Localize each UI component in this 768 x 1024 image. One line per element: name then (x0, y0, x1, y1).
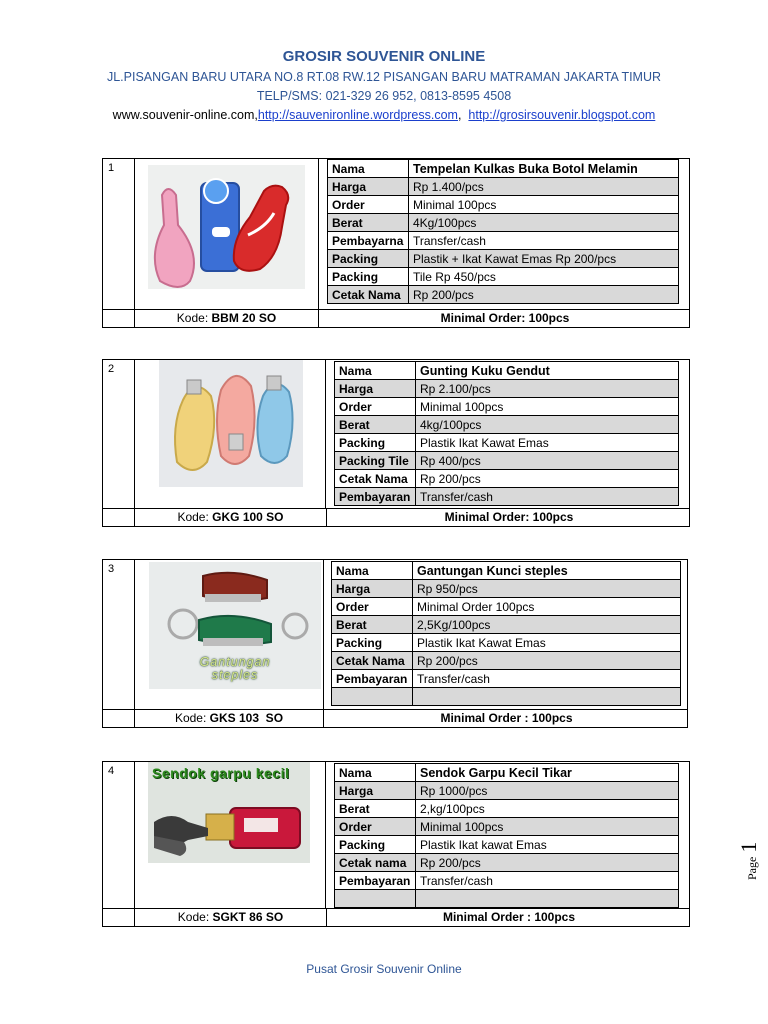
spec-row (332, 670, 681, 688)
spec-key: Pembayaran (332, 670, 413, 688)
product-photo (148, 762, 310, 863)
spec-row (335, 836, 679, 854)
spec-value: Minimal 100pcs (416, 398, 679, 416)
image-caption-line-1: Gantungan (199, 655, 271, 669)
spec-key: Nama (328, 160, 409, 178)
spec-value: Rp 1.400/pcs (409, 178, 679, 196)
spec-key: Harga (328, 178, 409, 196)
spec-row (332, 616, 681, 634)
kode-row (102, 508, 690, 527)
product-photo (148, 165, 305, 289)
page-number: 1 (736, 841, 761, 853)
spec-key: Berat (335, 416, 416, 434)
spec-key (335, 890, 416, 908)
spec-row (335, 800, 679, 818)
kode-row (102, 908, 690, 927)
spec-table (334, 763, 679, 908)
spec-value: Rp 2.100/pcs (416, 380, 679, 398)
spec-key: Cetak Nama (335, 470, 416, 488)
spec-value: Transfer/cash (416, 488, 679, 506)
spec-row (335, 782, 679, 800)
spec-key: Harga (335, 380, 416, 398)
spec-value: Transfer/cash (409, 232, 679, 250)
spec-row (328, 178, 679, 196)
spec-value: Tempelan Kulkas Buka Botol Melamin (409, 160, 679, 178)
image-caption-line-2: steples (211, 668, 259, 682)
spec-table (331, 561, 681, 706)
spec-value: Plastik Ikat kawat Emas (416, 836, 679, 854)
spec-row (332, 634, 681, 652)
spec-row (335, 488, 679, 506)
spec-key: Packing (328, 268, 409, 286)
kode-value: BBM 20 SO (211, 311, 277, 325)
spec-row (328, 268, 679, 286)
spec-row (335, 380, 679, 398)
spec-row (332, 580, 681, 598)
link-separator: , (457, 108, 469, 122)
spec-key: Order (335, 818, 416, 836)
spec-key: Nama (332, 562, 413, 580)
spec-value: Rp 400/pcs (416, 452, 679, 470)
spec-key: Pembayaran (335, 872, 416, 890)
item-number: 1 (108, 162, 115, 174)
spec-value: 4kg/100pcs (416, 416, 679, 434)
image-caption: Sendok garpu kecil (152, 765, 290, 781)
spec-key (332, 688, 413, 706)
spec-row (335, 362, 679, 380)
spec-value: Gantungan Kunci steples (413, 562, 681, 580)
spec-row (328, 160, 679, 178)
address-line: JL.PISANGAN BARU UTARA NO.8 RT.08 RW.12 PISANGAN BARU MATRAMAN JAKARTA TIMUR (106, 70, 662, 84)
page-indicator (736, 840, 761, 880)
spec-value: 4Kg/100pcs (409, 214, 679, 232)
spec-row (328, 250, 679, 268)
spec-row (328, 286, 679, 304)
kode-row (102, 709, 688, 728)
spec-value: Minimal Order 100pcs (413, 598, 681, 616)
spec-value: Rp 1000/pcs (416, 782, 679, 800)
spec-value: Plastik Ikat Kawat Emas (416, 434, 679, 452)
spec-row (335, 854, 679, 872)
minimal-order: Minimal Order : 100pcs (442, 910, 576, 924)
spec-value: Plastik Ikat Kawat Emas (413, 634, 681, 652)
spec-key: Nama (335, 764, 416, 782)
item-number: 4 (108, 765, 115, 777)
spec-key: Pembayarna (328, 232, 409, 250)
spec-value: Transfer/cash (416, 872, 679, 890)
blogspot-link[interactable]: http://grosirsouvenir.blogspot.com (468, 108, 656, 122)
spec-key: Order (332, 598, 413, 616)
spec-row (335, 890, 679, 908)
spec-key: Berat (335, 800, 416, 818)
spec-key: Order (328, 196, 409, 214)
spec-row (328, 232, 679, 250)
website-text: www.souvenir-online.com, (112, 108, 258, 122)
spec-key: Cetak nama (335, 854, 416, 872)
spec-key: Packing (335, 434, 416, 452)
web-line (0, 108, 768, 122)
minimal-order: Minimal Order : 100pcs (440, 711, 573, 725)
spec-key: Packing (328, 250, 409, 268)
spec-key: Order (335, 398, 416, 416)
spec-key: Packing (332, 634, 413, 652)
spec-value: Transfer/cash (413, 670, 681, 688)
spec-row (332, 598, 681, 616)
spec-value: Minimal 100pcs (416, 818, 679, 836)
spec-row (332, 652, 681, 670)
spec-row (335, 764, 679, 782)
spec-key: Cetak Nama (328, 286, 409, 304)
footer-text: Pusat Grosir Souvenir Online (306, 962, 462, 976)
document-title: GROSIR SOUVENIR ONLINE (282, 48, 486, 65)
item-number: 3 (108, 563, 115, 575)
page-label: Page (745, 856, 759, 880)
kode-value: SGKT 86 SO (212, 910, 284, 924)
spoon-fork-image (148, 762, 310, 863)
spec-row (335, 416, 679, 434)
spec-value: Rp 200/pcs (416, 470, 679, 488)
wordpress-link[interactable]: http://sauvenironline.wordpress.com (257, 108, 458, 122)
spec-value: Rp 200/pcs (409, 286, 679, 304)
kode-row (102, 309, 690, 328)
spec-key: Nama (335, 362, 416, 380)
kode-label: Kode: (177, 910, 213, 924)
bottle-opener-image (148, 165, 305, 289)
spec-value: 2,kg/100pcs (416, 800, 679, 818)
spec-table (327, 159, 679, 304)
spec-value: Rp 200/pcs (416, 854, 679, 872)
spec-key: Harga (332, 580, 413, 598)
spec-value (413, 688, 681, 706)
spec-value: Plastik + Ikat Kawat Emas Rp 200/pcs (409, 250, 679, 268)
kode-label: Kode: (176, 311, 212, 325)
spec-row (328, 196, 679, 214)
spec-key: Pembayaran (335, 488, 416, 506)
spec-row (335, 470, 679, 488)
minimal-order: Minimal Order: 100pcs (444, 510, 574, 524)
spec-row (335, 398, 679, 416)
spec-value: Gunting Kuku Gendut (416, 362, 679, 380)
product-photo (159, 360, 303, 487)
spec-table (334, 361, 679, 506)
spec-key: Berat (328, 214, 409, 232)
spec-value: Tile Rp 450/pcs (409, 268, 679, 286)
spec-key: Berat (332, 616, 413, 634)
nail-clipper-image (159, 360, 303, 487)
spec-value: Sendok Garpu Kecil Tikar (416, 764, 679, 782)
spec-key: Cetak Nama (332, 652, 413, 670)
kode-value: GKS 103 SO (209, 711, 284, 725)
spec-row (328, 214, 679, 232)
spec-value: Minimal 100pcs (409, 196, 679, 214)
item-number: 2 (108, 363, 115, 375)
product-photo (149, 562, 321, 689)
spec-value: Rp 200/pcs (413, 652, 681, 670)
kode-label: Kode: (177, 510, 213, 524)
spec-row (332, 562, 681, 580)
kode-label: Kode: (174, 711, 210, 725)
minimal-order: Minimal Order: 100pcs (440, 311, 570, 325)
phone-line: TELP/SMS: 021-329 26 952, 0813-8595 4508 (256, 89, 512, 103)
spec-row (335, 872, 679, 890)
spec-value: 2,5Kg/100pcs (413, 616, 681, 634)
spec-key: Harga (335, 782, 416, 800)
spec-row (335, 818, 679, 836)
spec-row (335, 452, 679, 470)
spec-row (332, 688, 681, 706)
kode-value: GKG 100 SO (212, 510, 284, 524)
spec-key: Packing Tile (335, 452, 416, 470)
spec-key: Packing (335, 836, 416, 854)
spec-value (416, 890, 679, 908)
spec-row (335, 434, 679, 452)
spec-value: Rp 950/pcs (413, 580, 681, 598)
